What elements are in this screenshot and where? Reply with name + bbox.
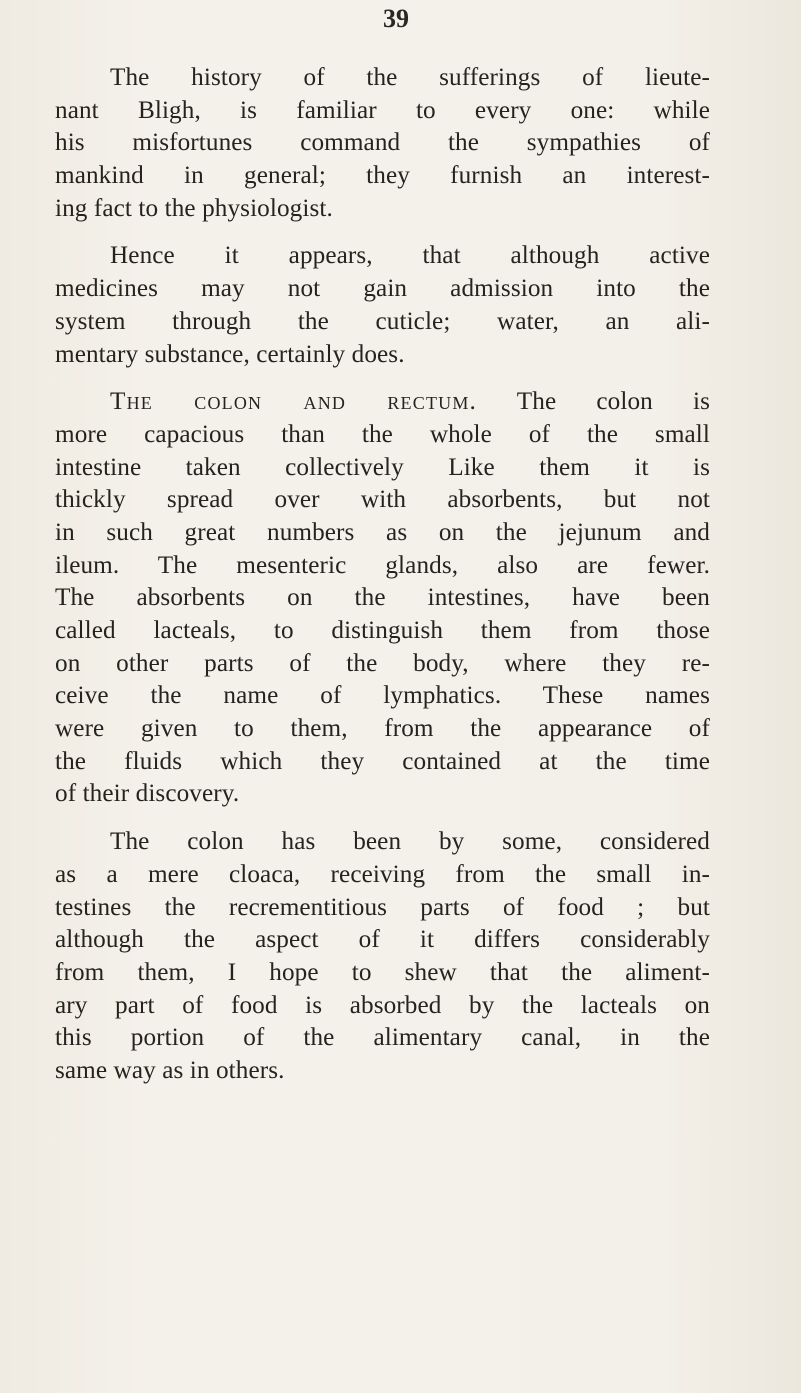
text-line: The history of the sufferings of lieute- [110, 64, 710, 91]
text-line: The colon has been by some, considered [110, 828, 710, 856]
text-line: as a mere cloaca, receiving from the small in- [55, 860, 710, 888]
text-line: medicines may not gain admission into the [55, 275, 710, 303]
text-line: although the aspect of it differs considerably [55, 926, 710, 954]
text-line: were given to them, from the appearance of [55, 715, 710, 743]
text-line: The absorbents on the intestines, have been [55, 584, 710, 612]
text-line [55, 386, 710, 419]
heading-line-rest: The colon is [477, 388, 710, 416]
text-line: ary part of food is absorbed by the lacteals on [55, 991, 710, 1019]
paragraph-colon-rectum [55, 386, 710, 811]
paragraph-bligh [55, 62, 710, 225]
text-line: intestine taken collectively Like them it is [55, 453, 710, 481]
text-line: mankind in general; they furnish an interest- [55, 162, 710, 190]
text-line: more capacious than the whole of the small [55, 420, 710, 448]
text-line: his misfortunes command the sympathies of [55, 129, 710, 157]
page-number: 39 [383, 4, 409, 33]
text-line: mentary substance, certainly does. [55, 340, 405, 368]
text-line: Hence it appears, that although active [110, 242, 710, 270]
paragraph-hence [55, 240, 710, 371]
text-line: called lacteals, to distinguish them from those [55, 617, 710, 644]
text-line: ileum. The mesenteric glands, also are fewer. [55, 551, 710, 579]
text-line: from them, I hope to shew that the aliment- [55, 958, 710, 986]
text-line: of their discovery. [55, 780, 240, 808]
text-line: ing fact to the physiologist. [55, 194, 333, 222]
body-text [55, 62, 710, 1088]
text-line: system through the cuticle; water, an ali- [55, 307, 710, 335]
text-line: this portion of the alimentary canal, in the [55, 1024, 710, 1052]
text-line: the fluids which they contained at the time [55, 747, 710, 775]
section-heading: The colon and rectum. [110, 388, 478, 416]
text-line: in such great numbers as on the jejunum and [55, 518, 710, 546]
text-line: testines the recrementitious parts of food ; but [55, 893, 710, 921]
paragraph-cloaca [55, 826, 710, 1088]
text-line: ceive the name of lymphatics. These names [55, 682, 710, 710]
text-line: thickly spread over with absorbents, but not [55, 486, 710, 514]
text-line: on other parts of the body, where they re- [55, 649, 710, 677]
text-line: same way as in others. [55, 1056, 285, 1084]
text-line: nant Bligh, is familiar to every one: while [55, 96, 710, 124]
